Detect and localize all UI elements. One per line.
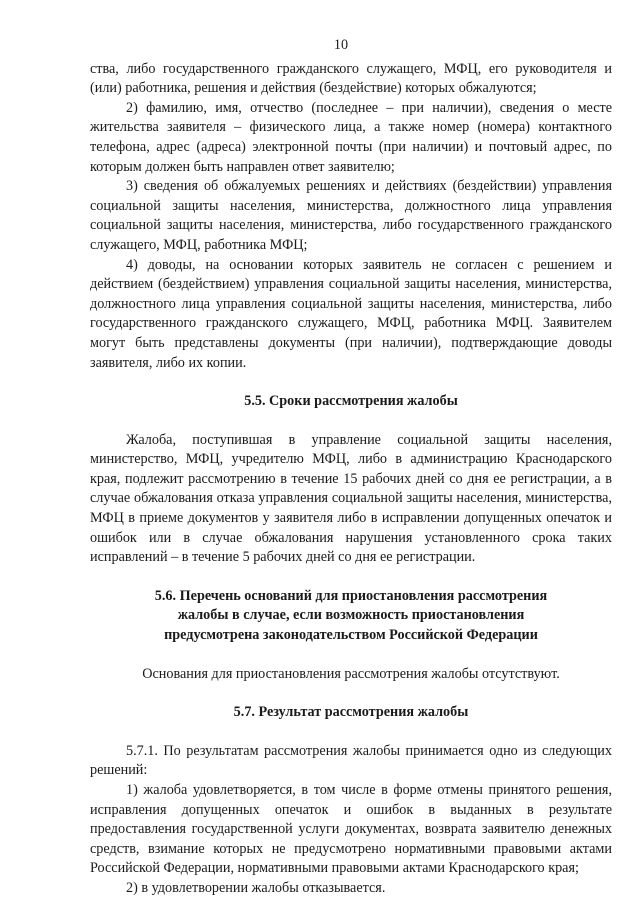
paragraph-5-6: Основания для приостановления рассмотрения жалобы отсутствуют. xyxy=(142,665,560,682)
section-heading-5-6-line-1: 5.6. Перечень оснований для приостановления рассмотрения xyxy=(154,587,548,604)
section-heading-5-5: 5.5. Сроки рассмотрения жалобы xyxy=(244,393,458,410)
paragraph-5-7-1-item-1: 1) жалоба удовлетворяется, в том числе в форме отмены принятого решения, исправления допущенных опечаток и ошибок в выданных в результате предоставления государственной услуги документах, возврата заявителю денежных средств, взимание которых не предусмотрено нормативными правовыми актами Российской Федерации, нормативными правовыми актами Краснодарского края; xyxy=(90,782,612,877)
section-heading-5-7: 5.7. Результат рассмотрения жалобы xyxy=(233,704,469,721)
paragraph-5-5: Жалоба, поступившая в управление социальной защиты населения, министерство, МФЦ, учредителю МФЦ, либо в администрацию Краснодарского края, подлежит рассмотрению в течение 15 рабочих дней со дня ее регистрации, а в случае обжалования отказа управления социальной защиты населения, министерства, МФЦ в приеме документов у заявителя либо в исправлении допущенных опечаток и ошибок или в случае обжалования нарушения установленного срока таких исправлений – в течение 5 рабочих дней со дня ее регистрации. xyxy=(90,431,612,566)
paragraph-5-7-1: 5.7.1. По результатам рассмотрения жалобы принимается одно из следующих решений: xyxy=(90,742,612,779)
paragraph-item-3: 3) сведения об обжалуемых решениях и действиях (бездействии) управления социальной защиты населения, министерства, должностного лица управления социальной защиты населения, министерства, либо государственного гражданского служащего, МФЦ, работника МФЦ; xyxy=(90,178,612,253)
page-number: 10 xyxy=(333,37,349,53)
section-heading-5-6-line-3: предусмотрена законодательством Российской Федерации xyxy=(164,627,538,644)
section-heading-5-6-line-2: жалобы в случае, если возможность приостановления xyxy=(177,607,525,624)
paragraph-item-2: 2) фамилию, имя, отчество (последнее – при наличии), сведения о месте жительства заявителя – физического лица, а также номер (номера) контактного телефона, адрес (адреса) электронной почты (при наличии) и почтовый адрес, по которым должен быть направлен ответ заявителю; xyxy=(90,99,612,175)
paragraph-intro: ства, либо государственного гражданского служащего, МФЦ, его руководителя и (или) работника, решения и действия (бездействие) которых обжалуются; xyxy=(90,60,612,97)
section-heading-5-6 xyxy=(90,587,612,646)
paragraph-item-4: 4) доводы, на основании которых заявитель не согласен с решением и действием (бездействием) управления социальной защиты населения, министерства, должностного лица управления социальной защиты населения, министерства, либо государственного гражданского служащего, МФЦ, работника МФЦ. Заявителем могут быть представлены документы (при наличии), подтверждающие доводы заявителя, либо их копии. xyxy=(90,256,612,371)
paragraph-5-7-1-item-2: 2) в удовлетворении жалобы отказывается. xyxy=(126,879,386,896)
